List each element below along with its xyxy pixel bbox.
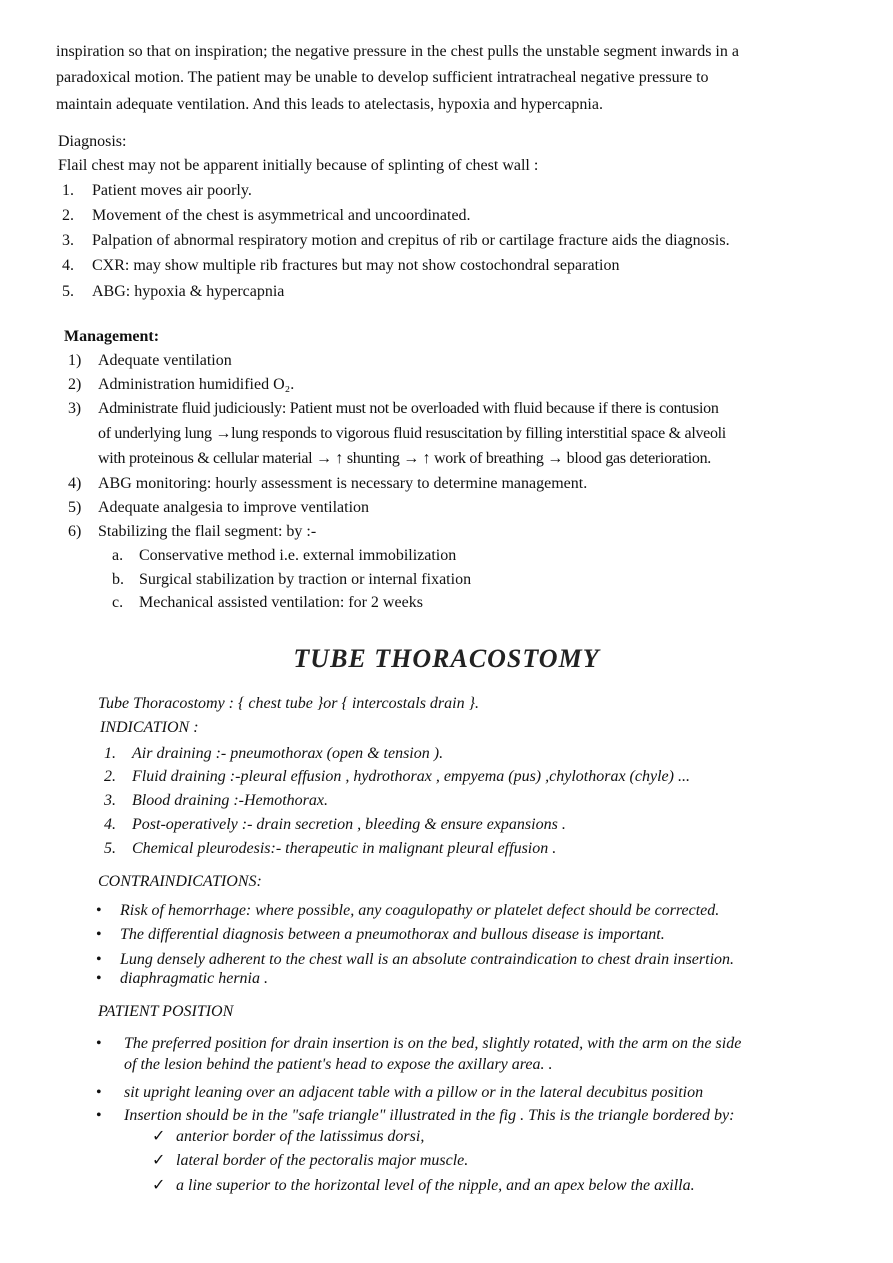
- item-number: 5): [68, 499, 82, 516]
- item-number: 1.: [104, 745, 116, 762]
- item-text: Fluid draining :-pleural effusion , hydrothorax , empyema (pus) ,chylothorax (chyle) ...: [132, 768, 690, 785]
- item-text: Blood draining :-Hemothorax.: [132, 792, 328, 809]
- position-item-continued: of the lesion behind the patient's head to expose the axillary area. .: [124, 1056, 553, 1073]
- bullet-icon: •: [96, 1035, 102, 1052]
- diagnosis-item: [62, 206, 471, 226]
- item-text: ABG: hypoxia & hypercapnia: [92, 283, 285, 300]
- intro-line-1: inspiration so that on inspiration; the negative pressure in the chest pulls the unstable segment inwards in a: [56, 43, 739, 60]
- indication-heading: INDICATION :: [100, 719, 199, 736]
- subitem-text: Conservative method i.e. external immobilization: [139, 547, 457, 564]
- intro-line-3: maintain adequate ventilation. And this leads to atelectasis, hypoxia and hypercapnia.: [56, 96, 603, 113]
- diagnosis-heading: Diagnosis:: [58, 133, 127, 150]
- management-item-continued: [68, 424, 726, 444]
- item-text: CXR: may show multiple rib fractures but may not show costochondral separation: [92, 257, 620, 274]
- item-number: 3.: [104, 792, 116, 809]
- subitem-text: Mechanical assisted ventilation: for 2 weeks: [139, 594, 423, 611]
- item-number: 2.: [104, 768, 116, 785]
- contraindication-item: [96, 925, 665, 945]
- item-number: 1): [68, 352, 82, 369]
- diagnosis-item: [62, 282, 284, 302]
- contraindications-heading: CONTRAINDICATIONS:: [98, 873, 262, 890]
- item-number: 4.: [62, 257, 74, 274]
- tube-definition: Tube Thoracostomy : { chest tube }or { intercostals drain }.: [98, 695, 479, 712]
- bullet-icon: •: [96, 970, 102, 987]
- item-text: Adequate ventilation: [98, 352, 232, 369]
- indication-item: [104, 839, 556, 859]
- item-text: Risk of hemorrhage: where possible, any coagulopathy or platelet defect should be corrected.: [120, 902, 720, 919]
- checkmark-icon: ✓: [152, 1128, 166, 1145]
- diagnosis-lead: Flail chest may not be apparent initially because of splinting of chest wall :: [58, 157, 539, 174]
- diagnosis-item: [62, 181, 252, 201]
- item-number: 2): [68, 376, 82, 393]
- item-text: The differential diagnosis between a pneumothorax and bullous disease is important.: [120, 926, 665, 943]
- subitem-letter: c.: [112, 594, 124, 611]
- item-number: 4.: [104, 816, 116, 833]
- item-text: Administrate fluid judiciously: Patient must not be overloaded with fluid because if there is contusion: [98, 400, 719, 417]
- checkmark-icon: ✓: [152, 1177, 166, 1194]
- item-text: Administration humidified O₂.: [98, 376, 295, 393]
- item-number: 3.: [62, 232, 74, 249]
- item-text: Stabilizing the flail segment: by :-: [98, 523, 317, 540]
- bullet-icon: •: [96, 1107, 102, 1124]
- position-item: [96, 1034, 741, 1054]
- contraindication-item: [96, 901, 719, 921]
- item-text: lateral border of the pectoralis major muscle.: [176, 1152, 469, 1169]
- item-number: 2.: [62, 207, 74, 224]
- item-text: Movement of the chest is asymmetrical and uncoordinated.: [92, 207, 471, 224]
- section-title: TUBE THORACOSTOMY: [293, 644, 600, 673]
- contraindication-item: [96, 969, 268, 989]
- indication-item: [104, 744, 443, 764]
- item-text: Patient moves air poorly.: [92, 182, 252, 199]
- diagnosis-item: [62, 256, 619, 276]
- management-item: [68, 474, 587, 494]
- management-item: [68, 351, 232, 371]
- management-subitem: [112, 593, 423, 613]
- management-heading: Management:: [64, 328, 160, 345]
- item-text: Air draining :- pneumothorax (open & tension ).: [132, 745, 444, 762]
- item-text: The preferred position for drain insertion is on the bed, slightly rotated, with the arm on the side: [124, 1035, 742, 1052]
- item-text: diaphragmatic hernia .: [120, 970, 268, 987]
- subitem-letter: b.: [112, 571, 124, 588]
- item-text: Lung densely adherent to the chest wall is an absolute contraindication to chest drain insertion.: [120, 951, 735, 968]
- item-text: Insertion should be in the "safe triangle" illustrated in the fig . This is the triangle bordered by:: [124, 1107, 735, 1124]
- management-subitem: [112, 546, 456, 566]
- subitem-text: Surgical stabilization by traction or internal fixation: [139, 571, 472, 588]
- management-subitem: [112, 570, 471, 590]
- item-number: 3): [68, 400, 81, 417]
- diagnosis-item: [62, 231, 730, 251]
- management-item: [68, 375, 294, 395]
- item-text: Post-operatively :- drain secretion , bleeding & ensure expansions .: [132, 816, 566, 833]
- indication-item: [104, 767, 690, 787]
- subitem-letter: a.: [112, 547, 124, 564]
- management-item: [68, 498, 369, 518]
- bullet-icon: •: [96, 951, 102, 968]
- triangle-border-item: [152, 1127, 424, 1147]
- management-item: [68, 399, 719, 419]
- contraindication-item: [96, 950, 734, 970]
- item-text: sit upright leaning over an adjacent table with a pillow or in the lateral decubitus position: [124, 1084, 704, 1101]
- item-text: Chemical pleurodesis:- therapeutic in malignant pleural effusion .: [132, 840, 557, 857]
- patient-position-heading: PATIENT POSITION: [98, 1003, 234, 1020]
- item-number: 1.: [62, 182, 74, 199]
- position-item: [96, 1083, 703, 1103]
- bullet-icon: •: [96, 1084, 102, 1101]
- bullet-icon: •: [96, 902, 102, 919]
- position-item: [96, 1106, 734, 1126]
- checkmark-icon: ✓: [152, 1152, 166, 1169]
- item-number: 6): [68, 523, 82, 540]
- item-text: of underlying lung →lung responds to vigorous fluid resuscitation by filling interstitial space & alveoli: [98, 425, 726, 442]
- item-text: Palpation of abnormal respiratory motion and crepitus of rib or cartilage fracture aids the diagnosis.: [92, 232, 730, 249]
- indication-item: [104, 791, 328, 811]
- management-item-continued: [68, 449, 711, 469]
- intro-line-2: paradoxical motion. The patient may be unable to develop sufficient intratracheal negative pressure to: [56, 69, 709, 86]
- management-item: [68, 522, 316, 542]
- item-text: with proteinous & cellular material → ↑ shunting → ↑ work of breathing → blood gas deterioration.: [98, 450, 711, 467]
- triangle-border-item: [152, 1151, 468, 1171]
- item-text: a line superior to the horizontal level of the nipple, and an apex below the axilla.: [176, 1177, 695, 1194]
- item-number: 5.: [62, 283, 74, 300]
- item-text: Adequate analgesia to improve ventilation: [98, 499, 370, 516]
- indication-item: [104, 815, 566, 835]
- triangle-border-item: [152, 1176, 695, 1196]
- item-text: ABG monitoring: hourly assessment is necessary to determine management.: [98, 475, 588, 492]
- item-text: anterior border of the latissimus dorsi,: [176, 1128, 425, 1145]
- item-number: 4): [68, 475, 82, 492]
- item-number: 5.: [104, 840, 116, 857]
- bullet-icon: •: [96, 926, 102, 943]
